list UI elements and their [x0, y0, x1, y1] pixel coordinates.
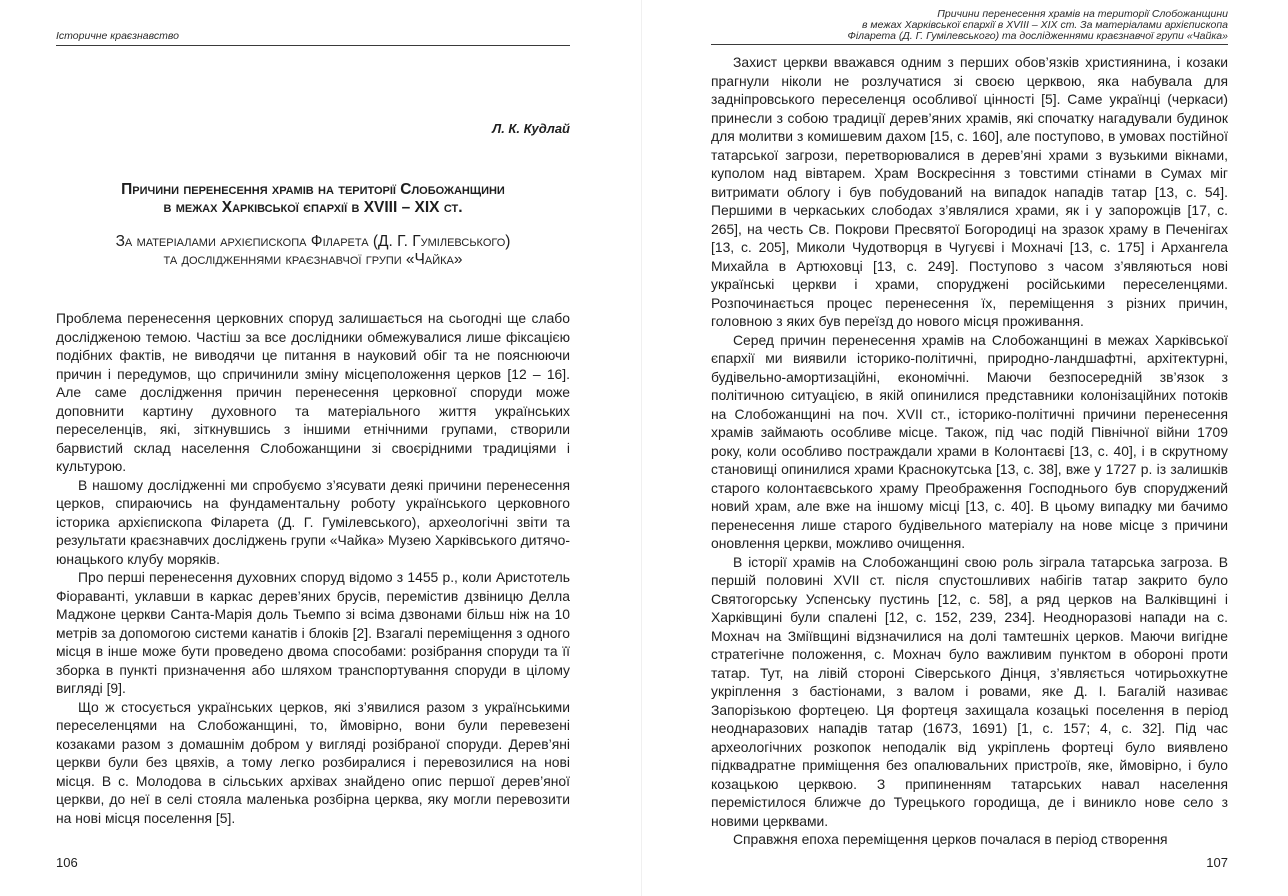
right-page — [644, 0, 1288, 896]
paragraph: Проблема перенесення церковних споруд залишається на сьогодні ще слабо дослідженою темою. Частіш за все дослідники обмежувалися лише фіксацією подібних фактів, не виводячи це питання в науковий обіг та не пояснюючи причин і передумов, що спричинили зміну місцеположення церков [12 – 16]. Але саме дослідження причин перенесення церковної споруди може доповнити картину духовного та матеріального життя українських переселенців, які, зіткнувшись з іншими етнічними групами, створили барвистий склад населення Слобожанщини зі своєрідними традиціями і культурою. — [56, 310, 570, 474]
running-head-line: Філарета (Д. Г. Гумілевського) та дослідженнями краєзнавчої групи «Чайка» — [847, 30, 1228, 42]
subtitle-line: та дослідженнями краєзнавчої групи «Чайка» — [163, 251, 463, 268]
paragraph: Про перші перенесення духовних споруд відомо з 1455 р., коли Аристотель Фіораванті, уклавши в каркас дерев’яних брусів, перемістив дзвіницю Делла Маджоне церкви Санта-Марія доль Тьемпо зі всіма дзвонами більш ніж на 10 метрів за допомогою системи канатів і блоків [2]. Взагалі переміщення з одного місця в інше може бути проведено двома способами: розібрання споруди та її зборка в пункті призначення або шляхом транспортування споруди в цілому вигляді [9]. — [56, 569, 570, 696]
running-head-line: Причини перенесення храмів на території Слобожанщини — [937, 8, 1228, 20]
subtitle-line: За матеріалами архієпископа Філарета (Д. Г. Гумілевського) — [115, 233, 511, 250]
article-author: Л. К. Кудлай — [492, 121, 570, 136]
running-head-right — [848, 9, 1229, 42]
page-number-left: 106 — [56, 855, 78, 870]
title-line: в межах Харківської єпархії в XVIII – XIX ст. — [163, 199, 463, 216]
body-text-right — [711, 53, 1228, 849]
page-gutter — [641, 0, 642, 896]
paragraph: Захист церкви вважався одним з перших обов’язків християнина, і козаки прагнули ніколи не розлучатися зі своєю церквою, яка набувала для задніпровського переселенця особливої цінності [5]. Саме українці (черкаси) принесли з собою традиції дерев’яних храмів, які спочатку нагадували будинок для молитви з комишевим дахом [15, с. 160], але поступово, в умовах постійної татарської загрози, перетворювалися в дерев’яні храми з вузькими вікнами, куполом над вівтарем. Храм Воскресіння з товстими стінами в Сумах міг витримати облогу і був побудований на випадок нападів татар [13, с. 54]. Першими в черкаських слободах з’являлися храми, як і у запорожців [17, с. 265], на честь Св. Покрови Пресвятої Богородиці на зразок храму в Печенігах [13, с. 205], Миколи Чудотворця в Чугуєві і Мохначі [13, с. 175] і Архангела Михайла в Артюховці [13, с. 249]. Поступово з часом з’являються нові українські церкви і храми, споруджені російськими переселенцями. Розпочинається процес перенесення їх, переміщення з різних причин, головною з яких був переїзд до нового місця проживання. — [711, 54, 1228, 329]
body-text-left — [56, 309, 570, 827]
title-line: Причини перенесення храмів на території Слобожанщини — [121, 181, 505, 198]
header-rule-left — [56, 45, 570, 46]
running-head-line: в межах Харківської єпархії в XVIII – XIX ст. За матеріалами архієпископа — [862, 19, 1228, 31]
paragraph: Що ж стосується українських церков, які з’явилися разом з українськими переселенцями на Слобожанщині, то, ймовірно, вони були перевезені козаками разом з домашнім добром у вигляді розібраної споруди. Дерев’яні церкви були без цвяхів, а тому легко розбиралися і перевозилися на нові місця. В с. Молодова в сільських архівах знайдено опис першої дерев’яної церкви, до неї в селі стояла маленька розбірна церква, яку могли перевозити на нові місця поселення [5]. — [56, 698, 570, 826]
paragraph: Серед причин перенесення храмів на Слобожанщині в межах Харківської єпархії ми виявили історико-політичні, природно-ландшафтні, архітектурні, будівельно-амортизаційні, економічні. Маючи безпосередній зв’язок з політичною ситуацією, в якій опинилися представники колонізаційних потоків на Слобожанщині на поч. XVII ст., історико-політичні причини перенесення храмів займають особливе місце. Також, під час подій Північної війни 1709 року, коли особливо постраждали храми в Колонтаєві [13, с. 40], і в скрутному становищі опинилися храми Краснокутська [13, с. 38], вже у 1727 р. із залишків старого колонтаєвського храму Преображення Господнього був споруджений новий храм, але вже на іншому місці [13, с. 40]. В цьому випадку ми бачимо перенесення лише старого будівельного матеріалу на нове місце з причини оновлення церкви, можливо очищення. — [711, 331, 1228, 551]
running-head-left: Історичне краєзнавство — [56, 30, 179, 42]
paragraph: Справжня епоха переміщення церков почалася в період створення — [733, 831, 1168, 847]
page-number-right: 107 — [1206, 855, 1228, 870]
article-title — [56, 181, 570, 217]
paragraph: В нашому дослідженні ми спробуємо з’ясувати деякі причини перенесення церков, спираючись на фундаментальну роботу українського церковного історика архієпископа Філарета (Д. Г. Гумілевського), археологічні звіти та результати краєзнавчих досліджень групи «Чайка» Музею Харківського дитячо-юнацького клубу моряків. — [56, 476, 570, 567]
article-subtitle — [56, 233, 570, 269]
paragraph: В історії храмів на Слобожанщині свою роль зіграла татарська загроза. В першій половині XVII ст. після спустошливих набігів татар закрито було Святогорську Успенську пустинь [12, с. 58], а ряд церков на Валківщині і Харківщині були спалені [12, с. 152, 239, 234]. Неодноразові напади на с. Мохнач на Зміївщині відзначилися на долі тамтешніх церков. Маючи вигідне стратегічне положення, с. Мохнач було важливим пунктом в обороні проти татар. Тут, на лівій стороні Сіверського Дінця, з’являється чотирьохкутне укріплення з бастіонами, з валом і ровами, яке Д. І. Багалій називає Запорізькою фортецею. Ця фортеця захищала козацькі поселення в період неоднаразових нападів татар (1673, 1691) [1, с. 157; 4, с. 32]. Під час археологічних розкопок неподалік від укріплень фортеці було виявлено підквадратне приміщення без опалювальних пристроїв, яке, ймовірно, і було козацькою церквою. З припиненням татарських навал населення перемістилося ближче до Турецького городища, де і виникло нове село з новими церквами. — [711, 553, 1228, 829]
header-rule-right — [711, 44, 1228, 45]
